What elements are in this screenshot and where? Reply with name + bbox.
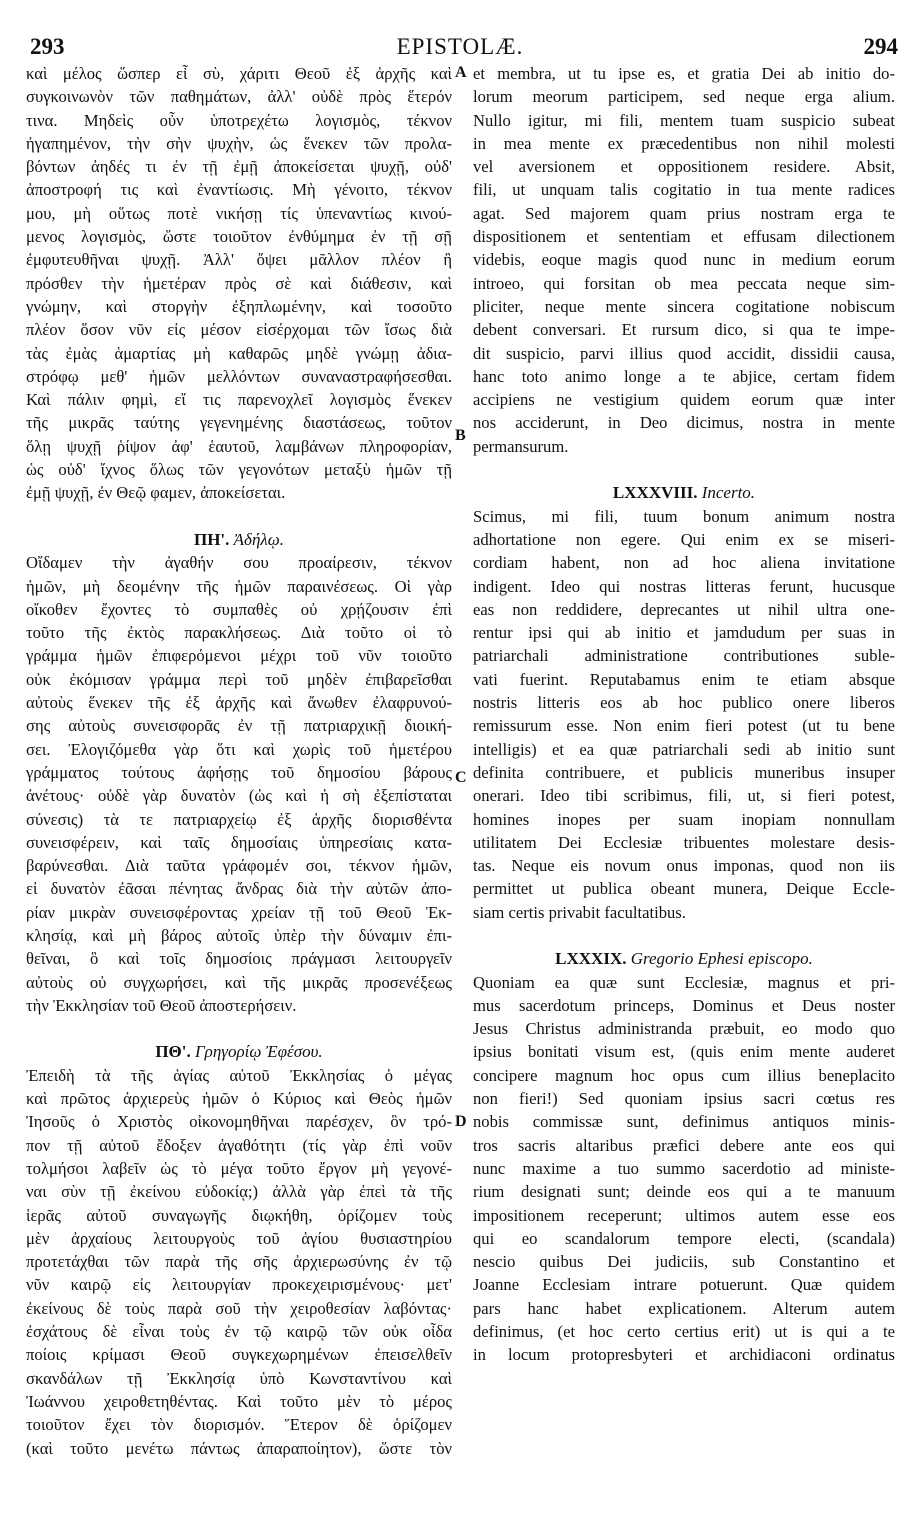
greek-heading-88	[26, 528, 452, 551]
text-line: agat. Sed majorem quam prius nostram erga te	[473, 203, 895, 223]
text-line: σει. Ἐλογιζόμεθα γὰρ ὅτι καὶ χωρὶς τοῦ ἡμετέρου	[26, 739, 452, 759]
text-line: mus sacerdotum princeps, Dominus et Deus noster	[473, 995, 895, 1015]
text-line: dispositionem et sententiam et effusam dilectionem	[473, 227, 895, 247]
text-line: intelligis) et ea quæ patriarchali sedi ab initio sunt	[473, 739, 895, 759]
text-line: (καὶ τοῦτο μενέτω πάντως ἀπαραποίητον), ὥστε τὸν	[26, 1438, 452, 1458]
text-line: σύνεσις) τὰ τε πατριαρχείῳ ἐξ ἀρχῆς διορισθέντα	[26, 809, 452, 829]
text-line: pliciter, neque mente sincera cogitatione nobiscum	[473, 296, 895, 316]
greek-section-3	[26, 1064, 452, 1460]
text-line: ipsius bonitati visum est, (quis enim mente auderet	[473, 1042, 895, 1062]
text-line: fili, ut unquam talis cogitatio in tua mente radices	[473, 180, 895, 200]
text-line: μενος λογισμὸς, ὥστε τοιοῦτον ἐνθύμημα ἐν τῇ σῇ	[26, 227, 452, 247]
text-line: τὰς ἐμὰς ἁμαρτίας μὴ καθαρῶς μηδὲ γνώμῃ ἀδια-	[26, 343, 452, 363]
text-line: Ἰησοῦς ὁ Χριστὸς οἰκονομηθῆναι παρέσχεν, ὃν τρό-	[26, 1112, 452, 1132]
margin-letter-c: C	[455, 769, 467, 786]
text-line: patriarchali administratione contributiones suble-	[473, 646, 895, 666]
text-line: ὡς οὐδ' ἴχνος ὅλως τῶν γεγονότων μεταξὺ ἡμῶν τῇ	[26, 460, 452, 480]
text-line: ἠγαπημένον, τὴν σὴν ψυχὴν, ὡς ἕνεκεν τῶν προλα-	[26, 133, 452, 153]
text-line: dit suspicio, parvi illius quod accidit, dissidii causa,	[473, 343, 895, 363]
text-line: ἐσχάτους δὲ εἶναι τοὺς ἐν τῷ καιρῷ τῶν οὐκ οἶδα	[26, 1322, 452, 1342]
text-line: τολμήσοι λαβεῖν ὡς τὸ μέγα τοῦτο ἔργον μὴ γεγονέ-	[26, 1158, 452, 1178]
text-line: μὲν ἀρχαίους λειτουργοὺς τοῦ ἁγίου θυσιαστηρίου	[26, 1228, 452, 1248]
text-line: nescio quibus Dei judiciis, sub Constantino et	[473, 1252, 895, 1272]
margin-letter-d: D	[455, 1113, 467, 1130]
text-line: introeo, qui forsitan ob mea peccata neque sim-	[473, 273, 895, 293]
text-line: τῆς μικρᾶς ταύτης γεγενημένης διαστάσεως, τοῦτον	[26, 413, 452, 433]
text-line: in mea mente ex præcedentibus non nihil molesti	[473, 133, 895, 153]
text-line: ὅλῃ ψυχῇ ῥίψον ἀφ' ἑαυτοῦ, λαμβάνων πληροφορίαν,	[26, 436, 452, 456]
text-line: tas. Neque eis novum onus imponas, quod non iis	[473, 856, 895, 876]
text-line: Quoniam ea quæ sunt Ecclesiæ, magnus et pri-	[473, 972, 895, 992]
text-line: πλέον ὅσον νῦν εἰς μέσον εἰσέρχομαι τῶν ἴσως διὰ	[26, 320, 452, 340]
text-line: utilitatem Dei Ecclesiæ tribuentes molestare desis-	[473, 832, 895, 852]
text-line: γράμμα ἡμῶν ἐπιφερόμενοι μέχρι τοῦ νῦν τοιοῦτο	[26, 646, 452, 666]
text-line: ἀνέτους· οὐδὲ γὰρ δυνατὸν (ὡς καὶ ἡ σὴ ἐξεπίσταται	[26, 786, 452, 806]
text-line: nos acciderunt, in Deo dicimus, nostra in mente	[473, 413, 895, 433]
latin-heading-88	[473, 481, 895, 504]
text-line: αὐτοὺς οὐ συγχωρήσει, καὶ τῆς μικρᾶς προσενέξεως	[26, 972, 452, 992]
text-line: Joanne Ecclesiam intrare potuerunt. Quæ quidem	[473, 1275, 895, 1295]
text-line: adhortatione non egere. Qui enim ex se miseri-	[473, 529, 895, 549]
latin-section-1	[473, 62, 895, 458]
text-line: πρόσθεν τὴν ἡμετέραν πρὸς σὲ καὶ διάθεσιν, καὶ	[26, 273, 452, 293]
text-line: nostris litteris eos ab hoc publico onere liberos	[473, 693, 895, 713]
text-line: αὐτοὺς ἕνεκεν τῆς ἐξ ἀρχῆς καὶ ἄνωθεν ἐλαφρυνού-	[26, 693, 452, 713]
text-line: κλησίᾳ, καὶ μὴ βάρος αὐτοῖς ὑπὲρ τὴν δύναμιν ἐπι-	[26, 925, 452, 945]
text-line: concipere magnum hoc opus cum illius beneplacito	[473, 1065, 895, 1085]
text-line: στρόφῳ μεθ' ἡμῶν μελλόντων συναναστραφήσεσθαι.	[26, 366, 452, 386]
text-line: Scimus, mi fili, tuum bonum animum nostra	[473, 506, 895, 526]
text-line: rentur ipsi qui ab initio et jamdudum per suas in	[473, 623, 895, 643]
latin-column	[473, 62, 895, 1367]
text-line: definita contribuere, et publicis muneribus insuper	[473, 762, 895, 782]
text-line: impositionem receperunt; ultimos autem esse eos	[473, 1205, 895, 1225]
text-line: σης αὐτοὺς συνεισφορᾶς ἐν τῇ πατριαρχικῇ διοική-	[26, 716, 452, 736]
text-line: μου, μὴ οὕτως ποτὲ νικήσῃ τίς ὑπεναντίως κινού-	[26, 203, 452, 223]
text-line: ποίοις κρίμασι Θεοῦ συγκεχωρημένων ἐπεισελθεῖν	[26, 1345, 452, 1365]
text-line: ἱερᾶς αὐτοῦ συναγωγῆς διῳκήθη, ὁρίζομεν τοὺς	[26, 1205, 452, 1225]
text-line: onerari. Ideo tibi scribimus, fili, ut, si fieri potest,	[473, 786, 895, 806]
text-line: ναι σὺν τῇ ἐκείνου εὐδοκίᾳ;) ἀλλὰ γὰρ ἐπεὶ τὰ τῆς	[26, 1182, 452, 1202]
greek-heading-88-number: ΠΗ'.	[193, 529, 230, 549]
latin-heading-89-number: LXXXIX.	[555, 949, 627, 969]
text-line: γράμματος τούτους ἀφήσῃς τοῦ δημοσίου βάρους	[26, 762, 452, 782]
greek-heading-89	[26, 1040, 452, 1063]
text-line: συγκοινωνὸν τῶν παθημάτων, ἀλλ' οὐδὲ πρὸς ἕτερόν	[26, 87, 452, 107]
text-line: συνεισφέρειν, καὶ ταῖς δημοσίαις ὑπηρεσίαις κατα-	[26, 832, 452, 852]
page-number-right: 294	[863, 34, 898, 59]
text-line: Καὶ πάλιν φημὶ, εἴ τις παρενοχλεῖ λογισμὸς ἕνεκεν	[26, 390, 452, 410]
text-line: ἀποστροφή τις καὶ ἐναντίωσις. Μὴ γένοιτο, τέκνον	[26, 180, 452, 200]
text-line: indigent. Ideo qui nostras litteras ferunt, hucusque	[473, 576, 895, 596]
text-line: homines inopes per suam inopiam nonnullam	[473, 809, 895, 829]
text-line: οἴκοθεν ἔχοντες τὸ συμπαθὲς οὐ χρῄζουσιν ἐπὶ	[26, 599, 452, 619]
text-line: ρίαν μικρὰν συνεισφέροντας χρείαν τῇ τοῦ Θεοῦ Ἐκ-	[26, 902, 452, 922]
page-number-left: 293	[30, 34, 65, 59]
text-line: Οἴδαμεν τὴν ἀγαθήν σου προαίρεσιν, τέκνον	[26, 553, 452, 573]
text-line: καὶ πρῶτος ἀρχιερεὺς ἡμῶν ὁ Κύριος καὶ Θεὸς ἡμῶν	[26, 1089, 452, 1109]
text-line: siam certis privabit facultatibus.	[473, 902, 686, 922]
text-line: τὴν Ἐκκλησίαν τοῦ Θεοῦ ἀποστερήσειν.	[26, 995, 297, 1015]
latin-heading-89	[473, 947, 895, 970]
greek-section-2	[26, 551, 452, 1017]
text-line: τοιοῦτον ἔχει τὸν διορισμόν. Ἕτερον δὲ ὁρίζομεν	[26, 1415, 452, 1435]
text-line: remissurum esse. Non enim fieri potest (ut tu bene	[473, 716, 895, 736]
text-line: lorum meorum participem, sed neque erga alium.	[473, 87, 895, 107]
text-line: νῦν καιρῷ εἰς λειτουργίαν προκεχειρισμένους· μετ'	[26, 1275, 452, 1295]
text-line: hanc toto animo longe a te abjice, certam fidem	[473, 366, 895, 386]
latin-heading-88-addressee: Incerto.	[701, 483, 756, 503]
latin-heading-88-number: LXXXVIII.	[612, 483, 698, 503]
text-line: Nullo igitur, mi fili, mentem tuam suspicio subeat	[473, 110, 895, 130]
text-line: τινα. Μηδεὶς οὖν ὑποτρεχέτω λογισμὸς, τέκνον	[26, 110, 452, 130]
margin-letter-a: A	[455, 64, 467, 81]
text-line: pars hanc habet explicationem. Alterum autem	[473, 1298, 895, 1318]
text-line: θεῖναι, ὃ καὶ τοῖς δημοσίοις πράγμασι λειτουργεῖν	[26, 949, 452, 969]
text-line: ἡμῶν, μὴ δεομένην τῆς ἡμῶν παραινέσεως. Οἱ γὰρ	[26, 576, 452, 596]
text-line: rium designati sunt; deinde eos qui a te manuum	[473, 1182, 895, 1202]
greek-column	[26, 62, 452, 1460]
latin-section-2	[473, 505, 895, 924]
text-line: ἐμῇ ψυχῇ, ἐν Θεῷ φαμεν, ἀποκείσεται.	[26, 483, 286, 503]
text-line: σκανδάλων τῇ Ἐκκλησίᾳ ὑπὸ Κωνσταντίνου καὶ	[26, 1368, 452, 1388]
text-line: et membra, ut tu ipse es, et gratia Dei ab initio do-	[473, 64, 895, 83]
text-line: in locum protopresbyteri et archidiaconi ordinatus	[473, 1345, 895, 1365]
text-line: accipiens ne vestigium quidem eorum quæ inter	[473, 390, 895, 410]
text-line: προτετάχθαι τῶν παρὰ τῆς σῆς ἀρχιερωσύνης ἐν τῷ	[26, 1252, 452, 1272]
text-line: nobis commissæ sunt, definimus antiquos minis-	[473, 1112, 895, 1132]
text-line: βαρύνεσθαι. Διὰ ταῦτα γράφομέν σοι, τέκνον ἡμῶν,	[26, 856, 452, 876]
text-line: Ἰωάννου χειροθετηθέντας. Καὶ τοῦτο μὲν τὸ μέρος	[26, 1391, 452, 1411]
text-line: Jesus Christus administranda præbuit, eo modo quo	[473, 1019, 895, 1039]
margin-letter-b: B	[455, 427, 466, 444]
greek-heading-89-number: ΠΘ'.	[155, 1042, 191, 1062]
text-line: ἐκείνους δὲ τοὺς παρὰ σοῦ τὴν χειροθεσίαν λαβόντας·	[26, 1298, 452, 1318]
text-line: τοῦτο τῆς ἐκτὸς παρακλήσεως. Διὰ τοῦτο οἱ τὸ	[26, 623, 452, 643]
text-line: οὐκ ἐκόμισαν γράμμα περὶ τοῦ μηδὲν ἐπιβαρεῖσθαι	[26, 669, 452, 689]
greek-heading-88-addressee: Ἀδήλῳ.	[233, 529, 284, 549]
text-line: vati fuerint. Reputabamus enim te etiam absque	[473, 669, 895, 689]
text-line: nunc maxime a tuo summo sacerdotio ad ministe-	[473, 1158, 895, 1178]
page-header	[20, 34, 900, 60]
text-line: γνώμην, καὶ στοργὴν ἐξηπλωμένην, καὶ τοσοῦτο	[26, 296, 452, 316]
text-line: eas non reddidere, deprecantes ut nihil ultra one-	[473, 599, 895, 619]
running-title: EPISTOLÆ.	[396, 34, 524, 59]
latin-section-3	[473, 971, 895, 1367]
text-line: definimus, (et hoc certo certius erit) ut is qui a te	[473, 1322, 895, 1342]
text-line: non fieri!) Sed quoniam ipsius sacri cœtus res	[473, 1089, 895, 1109]
text-line: permansurum.	[473, 436, 569, 456]
greek-section-1	[26, 62, 452, 505]
text-line: tros sacris altaribus præfici debere ante eos qui	[473, 1135, 895, 1155]
text-line: debent conversari. Et rursum dico, si qua te impe-	[473, 320, 895, 340]
text-line: permittet ut publica obeant munera, Deique Eccle-	[473, 879, 895, 899]
text-line: cordiam habent, non ad hoc aliena invitatione	[473, 553, 895, 573]
text-line: εἰ δυνατὸν ἐᾶσαι πένητας ἄνδρας διὰ τὴν αὐτῶν ἀπο-	[26, 879, 452, 899]
text-line: πον τῇ αὐτοῦ ἔδοξεν ἀγαθότητι (τίς γὰρ ἐπὶ νοῦν	[26, 1135, 452, 1155]
text-line: videbis, eoque magis quod nunc in medium eorum	[473, 250, 895, 270]
text-line: Ἐπειδὴ τὰ τῆς ἁγίας αὐτοῦ Ἐκκλησίας ὁ μέγας	[26, 1065, 452, 1085]
greek-heading-89-addressee: Γρηγορίῳ Ἐφέσου.	[194, 1042, 323, 1062]
text-line: ἐμφυτευθῆναι ψυχῇ. Ἀλλ' ὄψει μᾶλλον πλέον ἢ	[26, 250, 452, 270]
text-line: vel aversionem et oppositionem residere. Absit,	[473, 157, 895, 177]
text-line: qui eo scandalorum tempore electi, (scandala)	[473, 1228, 895, 1248]
latin-heading-89-addressee: Gregorio Ephesi episcopo.	[630, 949, 813, 969]
text-line: καὶ μέλος ὥσπερ εἶ σὺ, χάριτι Θεοῦ ἐξ ἀρχῆς καὶ	[26, 64, 452, 83]
text-line: βόντων ἀηδές τι ἐν τῇ ἐμῇ ἀποκείσεται ψυχῇ, οὐδ'	[26, 157, 452, 177]
